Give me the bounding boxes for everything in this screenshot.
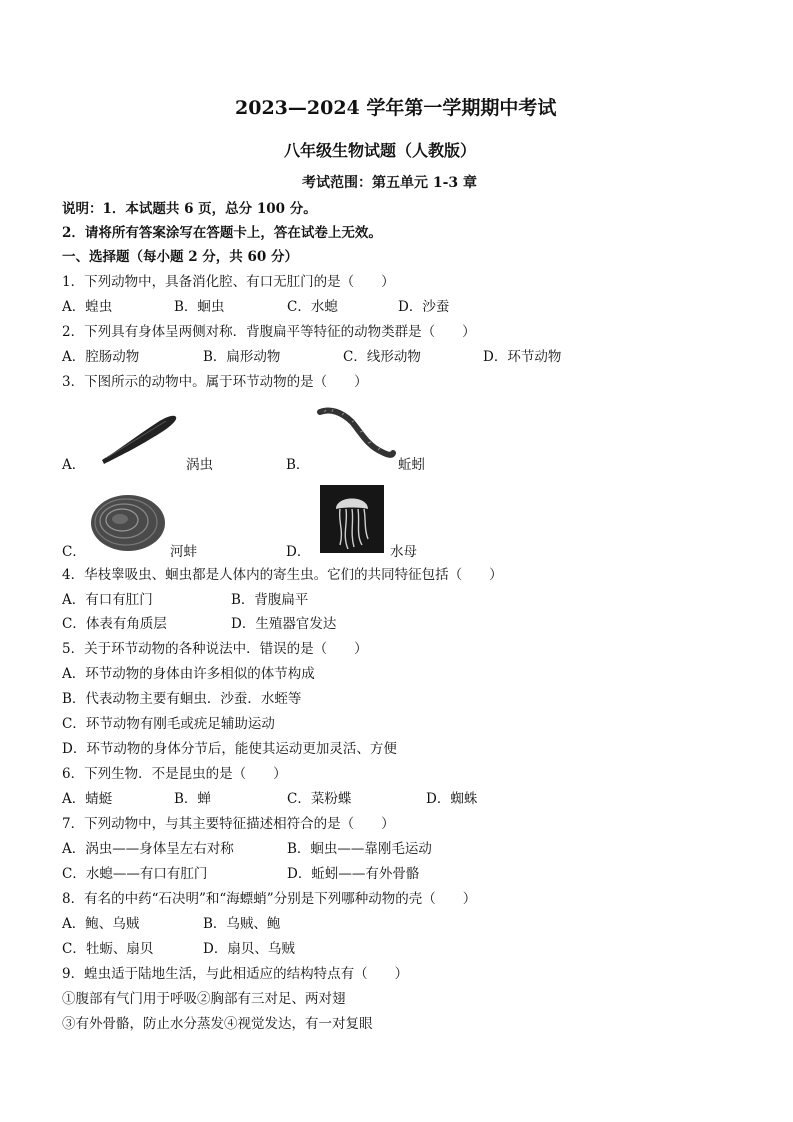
q8-option-a: A．鲍、乌贼 bbox=[62, 916, 140, 932]
q7-option-a: A．涡虫——身体呈左右对称 bbox=[62, 841, 234, 857]
question-5-stem: 5．关于环节动物的各种说法中．错误的是（ ） bbox=[62, 641, 368, 657]
q1-option-b: B．蛔虫 bbox=[174, 299, 225, 315]
q7-option-b: B．蛔虫——靠刚毛运动 bbox=[287, 841, 432, 857]
question-9-stem: 9．蝗虫适于陆地生活，与此相适应的结构特点有（ ） bbox=[62, 966, 409, 982]
exam-title: 2023—2024 学年第一学期期中考试 bbox=[235, 97, 557, 119]
q5-option-b: B．代表动物主要有蛔虫．沙蚕．水蛭等 bbox=[62, 691, 302, 707]
q8-option-c: C．牡蛎、扇贝 bbox=[62, 941, 154, 957]
q3-option-c-name: 河蚌 bbox=[170, 544, 197, 560]
flatworm-image bbox=[96, 408, 180, 468]
q3-option-b-letter: B． bbox=[286, 457, 310, 473]
q2-option-b: B．扁形动物 bbox=[203, 349, 281, 365]
clam-image bbox=[88, 492, 168, 554]
q4-option-a: A．有口有肛门 bbox=[62, 592, 153, 608]
q7-option-d: D．蚯蚓——有外骨骼 bbox=[287, 866, 420, 882]
q3-option-a-letter: A． bbox=[62, 457, 86, 473]
question-3-stem: 3．下图所示的动物中。属于环节动物的是（ ） bbox=[62, 374, 368, 390]
question-7-stem: 7．下列动物中，与其主要特征描述相符合的是（ ） bbox=[62, 816, 395, 832]
q1-option-d: D．沙蚕 bbox=[398, 299, 450, 315]
q4-option-b: B．背腹扁平 bbox=[231, 592, 309, 608]
q3-option-a-name: 涡虫 bbox=[186, 457, 213, 473]
note-line-1: 说明：1．本试题共 6 页，总分 100 分。 bbox=[62, 201, 317, 217]
section-heading: 一、选择题（每小题 2 分，共 60 分） bbox=[62, 249, 298, 265]
note-line-2: 2．请将所有答案涂写在答题卡上，答在试卷上无效。 bbox=[62, 225, 382, 241]
q8-option-b: B．乌贼、鲍 bbox=[203, 916, 281, 932]
q1-option-c: C．水螅 bbox=[287, 299, 338, 315]
q5-option-c: C．环节动物有刚毛或疣足辅助运动 bbox=[62, 716, 275, 732]
q8-option-d: D．扇贝、乌贼 bbox=[203, 941, 295, 957]
q6-option-a: A．蜻蜓 bbox=[62, 791, 113, 807]
q6-option-d: D．蜘蛛 bbox=[426, 791, 478, 807]
q7-option-c: C．水螅——有口有肛门 bbox=[62, 866, 208, 882]
question-6-stem: 6．下列生物．不是昆虫的是（ ） bbox=[62, 766, 287, 782]
q1-option-a: A．蝗虫 bbox=[62, 299, 113, 315]
q5-option-d: D．环节动物的身体分节后，能使其运动更加灵活、方便 bbox=[62, 741, 397, 757]
jellyfish-image bbox=[320, 485, 384, 553]
q4-option-d: D．生殖器官发达 bbox=[231, 616, 337, 632]
q5-option-a: A．环节动物的身体由许多相似的体节构成 bbox=[62, 666, 315, 682]
earthworm-image bbox=[316, 406, 396, 462]
q9-statement-line-1: ①腹部有气门用于呼吸②胸部有三对足、两对翅 bbox=[62, 991, 346, 1007]
q4-option-c: C．体表有角质层 bbox=[62, 616, 167, 632]
exam-subtitle: 八年级生物试题（人教版） bbox=[284, 141, 477, 160]
q3-option-c-letter: C． bbox=[62, 544, 86, 560]
question-1-stem: 1．下列动物中，具备消化腔、有口无肛门的是（ ） bbox=[62, 274, 395, 290]
exam-range: 考试范围：第五单元 1-3 章 bbox=[302, 175, 478, 191]
q6-option-b: B．蝉 bbox=[174, 791, 211, 807]
q6-option-c: C．菜粉蝶 bbox=[287, 791, 352, 807]
q2-option-d: D．环节动物 bbox=[483, 349, 562, 365]
question-8-stem: 8．有名的中药“石决明”和“海螵蛸”分别是下列哪种动物的壳（ ） bbox=[62, 891, 477, 907]
question-4-stem: 4．华枝睾吸虫、蛔虫都是人体内的寄生虫。它们的共同特征包括（ ） bbox=[62, 567, 503, 583]
q3-option-d-letter: D． bbox=[286, 544, 311, 560]
q9-statement-line-2: ③有外骨骼，防止水分蒸发④视觉发达，有一对复眼 bbox=[62, 1016, 373, 1032]
q2-option-c: C．线形动物 bbox=[343, 349, 421, 365]
question-2-stem: 2．下列具有身体呈两侧对称．背腹扁平等特征的动物类群是（ ） bbox=[62, 324, 476, 340]
q3-option-b-name: 蚯蚓 bbox=[398, 457, 425, 473]
q3-option-d-name: 水母 bbox=[390, 544, 417, 560]
q2-option-a: A．腔肠动物 bbox=[62, 349, 140, 365]
